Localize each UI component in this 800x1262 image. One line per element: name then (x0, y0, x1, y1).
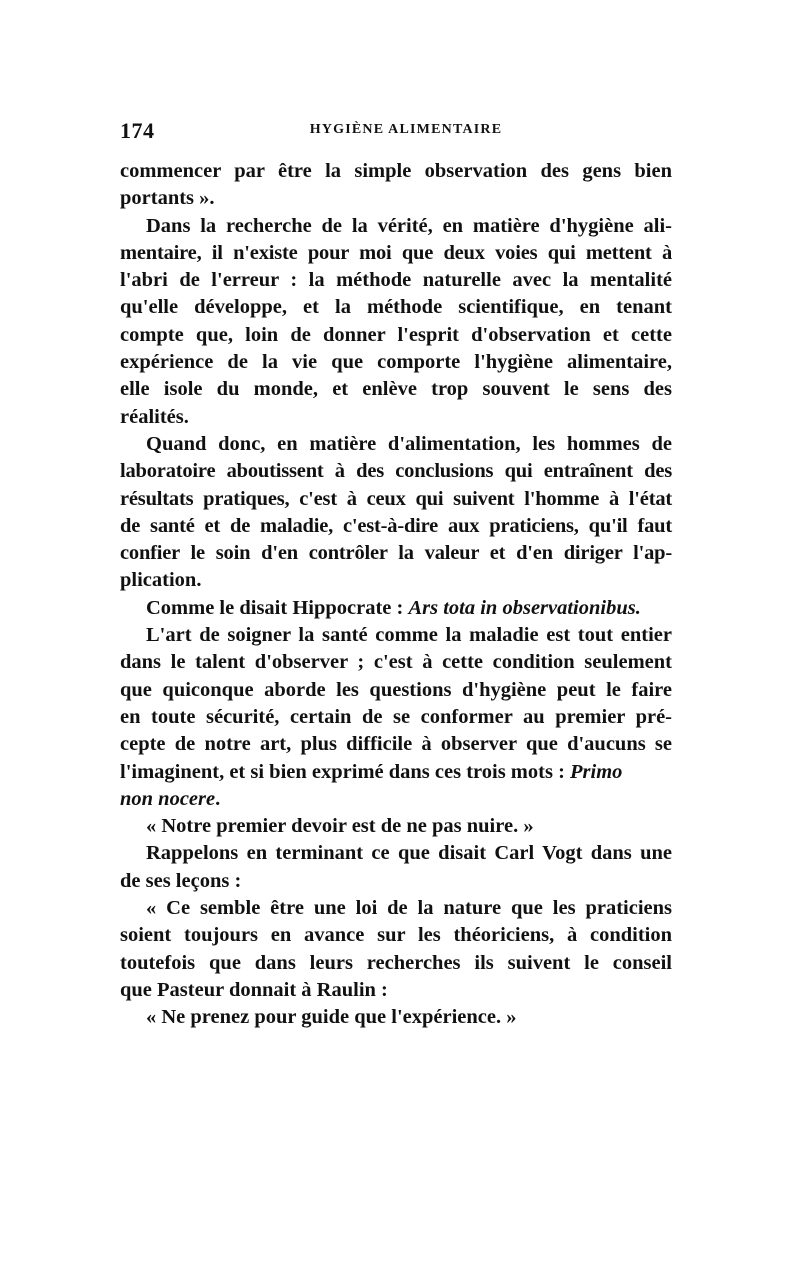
text-line: soient toujours en avance sur les théoriciens, à condition (120, 924, 672, 947)
paragraph-start-line: Dans la recherche de la vérité, en matière d'hygiène ali- (146, 214, 672, 237)
text-line: en toute sécurité, certain de se conformer au premier pré- (120, 705, 672, 728)
text-line: dans le talent d'observer ; c'est à cette condition seulement (120, 651, 672, 674)
text-line: plication. (120, 569, 202, 592)
text-line: expérience de la vie que comporte l'hygiène alimentaire, (120, 351, 672, 374)
latin-quote: Ars tota in observationibus. (408, 596, 641, 619)
text-line: portants ». (120, 187, 215, 210)
text-line: qu'elle développe, et la méthode scientifique, en tenant (120, 296, 672, 319)
non-nocere-period: . (215, 787, 221, 810)
text-line: cepte de notre art, plus difficile à observer que d'aucuns se (120, 733, 672, 756)
text-line: confier le soin d'en contrôler la valeur et d'en diriger l'ap- (120, 542, 672, 565)
page-header (120, 118, 672, 148)
text-line: de ses leçons : (120, 869, 242, 892)
hippocrate-intro: Comme le disait Hippocrate : (146, 596, 409, 619)
non-nocere-line (120, 786, 672, 813)
quote-line: « Ne prenez pour guide que l'expérience. » (146, 1006, 517, 1029)
latin-non-nocere: non nocere (120, 787, 216, 810)
text-line: réalités. (120, 405, 189, 428)
text-line: laboratoire aboutissent à des conclusions qui entraînent des (120, 460, 672, 483)
body-text (120, 158, 672, 1032)
paragraph-start-line: Rappelons en terminant ce que disait Carl Vogt dans une (146, 842, 672, 865)
page-number: 174 (120, 118, 155, 143)
paragraph-start-line: L'art de soigner la santé comme la maladie est tout entier (146, 624, 672, 647)
paragraph-start-line: Quand donc, en matière d'alimentation, les hommes de (146, 432, 672, 455)
text-line: commencer par être la simple observation des gens bien (120, 160, 672, 182)
primo-line (120, 759, 672, 786)
text-line: toutefois que dans leurs recherches ils suivent le conseil (120, 951, 672, 974)
text-line: que Pasteur donnait à Raulin : (120, 978, 388, 1001)
quote-line: « Ce semble être une loi de la nature que les praticiens (146, 897, 672, 920)
quote-line: « Notre premier devoir est de ne pas nuire. » (146, 815, 534, 838)
text-line: elle isole du monde, et enlève trop souvent le sens des (120, 378, 672, 401)
text-line: mentaire, il n'existe pour moi que deux voies qui mettent à (120, 241, 672, 264)
primo-intro: l'imaginent, et si bien exprimé dans ces trois mots : (120, 760, 571, 783)
text-line: résultats pratiques, c'est à ceux qui suivent l'homme à l'état (120, 487, 672, 510)
text-line: l'abri de l'erreur : la méthode naturelle avec la mentalité (120, 269, 672, 292)
hippocrate-line (120, 595, 672, 622)
text-line: compte que, loin de donner l'esprit d'observation et cette (120, 323, 672, 346)
text-line: que quiconque aborde les questions d'hygiène peut le faire (120, 678, 672, 701)
latin-primo: Primo (570, 760, 623, 783)
text-line: de santé et de maladie, c'est-à-dire aux praticiens, qu'il faut (120, 514, 672, 537)
running-head: HYGIÈNE ALIMENTAIRE (309, 122, 503, 137)
